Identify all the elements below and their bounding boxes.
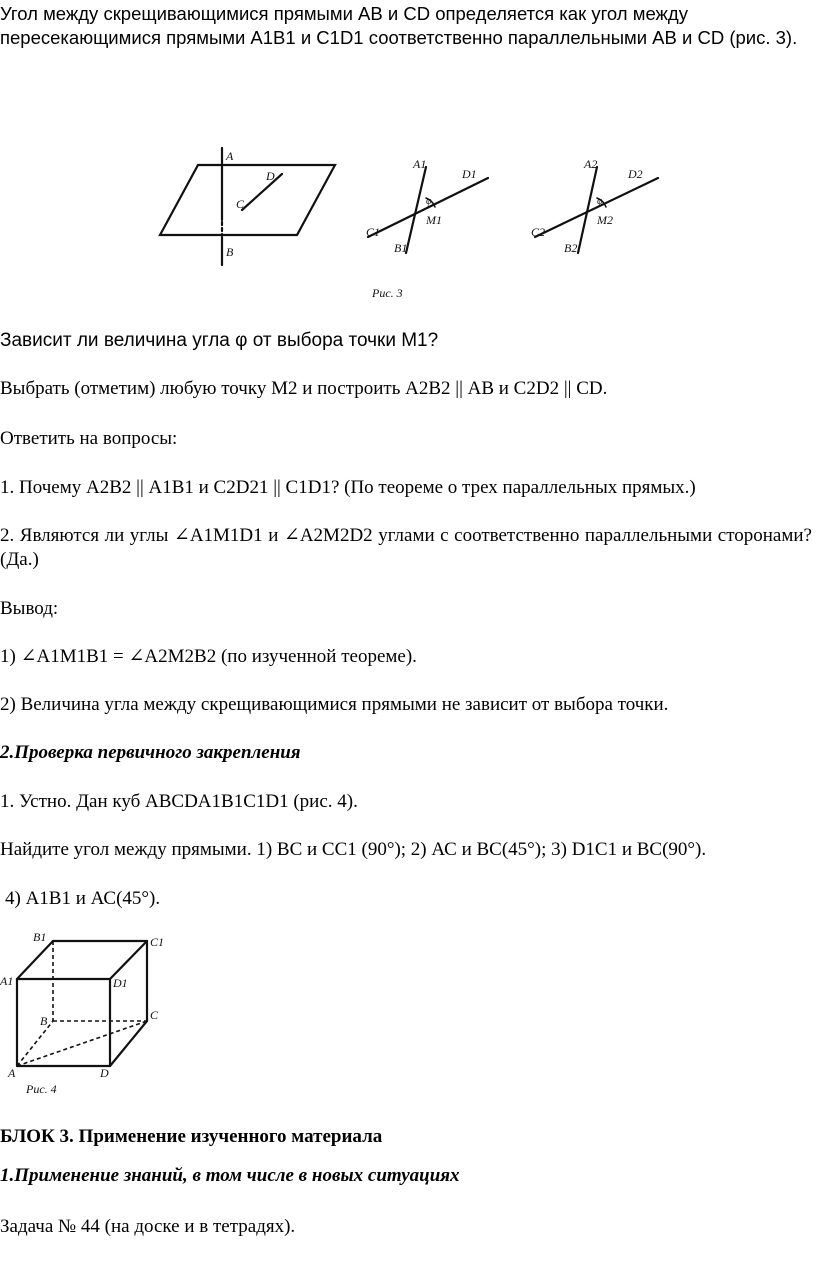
edge-cd [110,1021,147,1066]
find-angle-task: Найдите угол между прямыми. 1) ВС и СС1 (90°); 2) АС и ВС(45°); 3) D1C1 и ВС(90°). [0,839,707,860]
find-angle-item-4: 4) А1В1 и АС(45°). [5,888,161,909]
conclusion-label: Вывод: [0,598,59,619]
label-b2: B2 [564,241,578,255]
label-a-cube: A [8,1066,16,1080]
edge-ab-hidden [17,1021,53,1066]
label-a2: A2 [584,157,598,171]
section-2-title: 2.Проверка первичного закрепления [0,742,301,763]
label-d: D [266,169,275,183]
label-phi-1: φ [426,196,432,207]
label-c1: C1 [366,225,381,239]
line-a2b2 [578,167,597,253]
label-a: A [226,149,234,163]
label-phi-2: φ [597,196,603,207]
label-b1-cube: B1 [33,930,47,944]
line-c1d1 [368,178,488,237]
block-3-subtitle: 1.Применение знаний, в том числе в новых ситуациях [0,1165,460,1186]
label-b-cube: B [40,1014,48,1028]
edge-a1b1 [17,941,53,979]
cube-front-face [17,979,110,1066]
line-cd [242,174,282,210]
label-d1-cube: D1 [113,976,128,990]
label-c: C [236,197,245,211]
intro-paragraph: Угол между скрещивающимися прямыми АВ и CD определяется как угол между пересекающимися прямыми A1B1 и C1D1 соответственно параллельными АВ и CD (рис. 3). [0,3,798,48]
label-a1-cube: A1 [0,974,14,988]
task-44: Задача № 44 (на доске и в тетрадях). [0,1216,296,1237]
conclusion-2: 2) Величина угла между скрещивающимися прямыми не зависит от выбора точки. [0,694,669,715]
line-c2d2 [535,178,658,237]
label-d-cube: D [100,1066,109,1080]
label-a1: A1 [413,157,427,171]
label-d1: D1 [462,167,477,181]
oral-task: 1. Устно. Дан куб ABCDA1B1C1D1 (рис. 4). [0,791,358,812]
label-c1-cube: C1 [150,935,165,949]
question-2: 2. Являются ли углы ∠A1M1D1 и ∠A2M2D2 углами с соответственно параллельными сторонами? (Да.) [0,525,812,570]
label-c-cube: C [150,1008,159,1022]
label-d2: D2 [628,167,643,181]
label-m2: M2 [597,213,613,227]
label-c2: C2 [531,225,546,239]
answer-prompt: Ответить на вопросы: [0,428,178,449]
label-b1: B1 [394,241,408,255]
choose-point-text: Выбрать (отметим) любую точку М2 и построить А2В2 || АВ и С2D2 || CD. [0,378,608,399]
block-3-title: БЛОК 3. Применение изученного материала [0,1126,383,1147]
plane-parallelogram [160,165,335,235]
label-m1: M1 [426,213,442,227]
figure-3 [150,140,670,310]
edge-c1d1 [110,941,147,979]
figure-3-caption: Рис. 3 [372,286,403,300]
figure-4-caption: Рис. 4 [26,1082,57,1096]
question-1: 1. Почему А2В2 || А1В1 и С2D21 || C1D1? (По теореме о трех параллельных прямых.) [0,477,696,498]
figure-4 [0,925,175,1103]
label-b: B [226,245,234,259]
conclusion-1: 1) ∠A1M1B1 = ∠A2M2B2 (по изученной теореме). [0,646,417,667]
question-m1: Зависит ли величина угла φ от выбора точки М1? [0,330,439,351]
